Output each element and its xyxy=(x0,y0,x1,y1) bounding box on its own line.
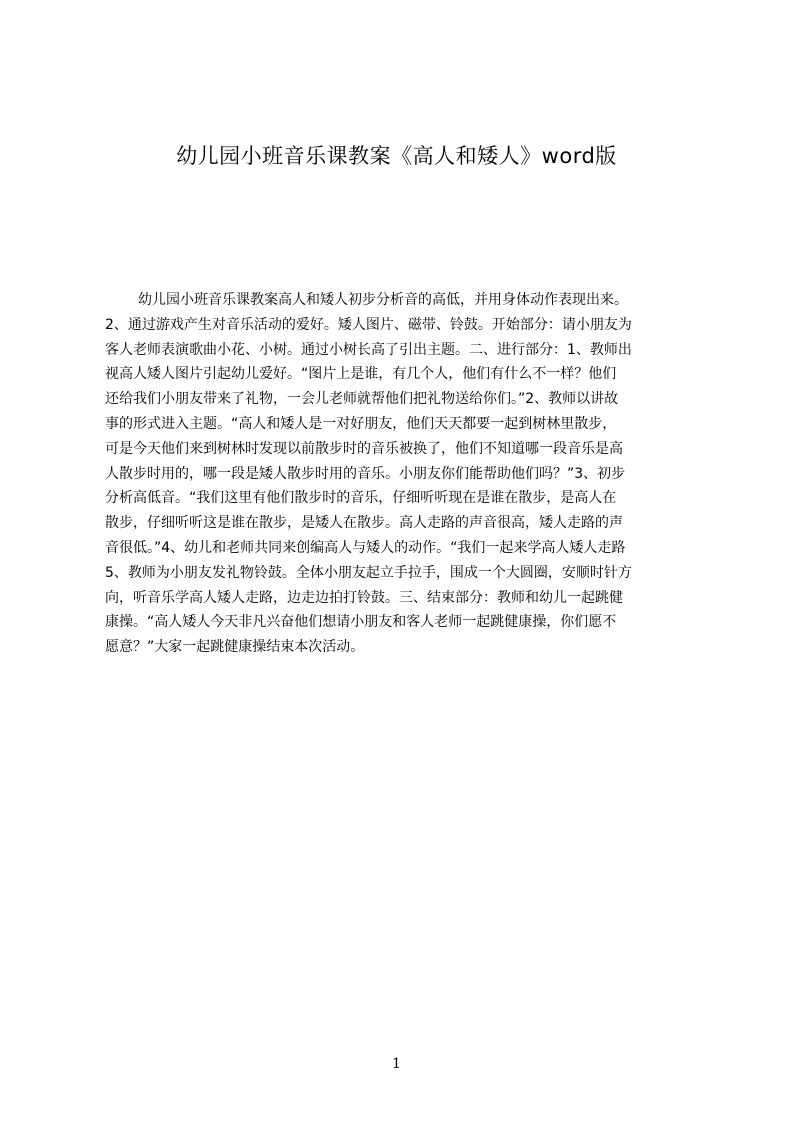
body-line: 可是今天他们来到树林时发现以前散步时的音乐被换了，他们不知道哪一段音乐是高 xyxy=(105,440,623,457)
document-title: 幼儿园小班音乐课教案《高人和矮人》word版 xyxy=(176,144,617,168)
body-line: 分析高低音。“我们这里有他们散步时的音乐，仔细听听现在是谁在散步，是高人在 xyxy=(105,490,617,507)
body-line: 康操。“高人矮人今天非凡兴奋他们想请小朋友和客人老师一起跳健康操，你们愿不 xyxy=(105,614,617,631)
body-line: 幼儿园小班音乐课教案高人和矮人初步分析音的高低，并用身体动作表现出来。 xyxy=(138,292,628,308)
body-line: 散步，仔细听听这是谁在散步，是矮人在散步。高人走路的声音很高，矮人走路的声 xyxy=(105,515,623,532)
body-line: 向，听音乐学高人矮人走路，边走边拍打铃鼓。三、结束部分：教师和幼儿一起跳健 xyxy=(105,589,623,606)
body-line: 视高人矮人图片引起幼儿爱好。“图片上是谁，有几个人，他们有什么不一样？他们 xyxy=(105,366,617,383)
page-number: 1 xyxy=(392,1056,401,1072)
body-line: 音很低。”4、幼儿和老师共同来创编高人与矮人的动作。“我们一起来学高人矮人走路 xyxy=(105,539,626,556)
body-line: 人散步时用的，哪一段是矮人散步时用的音乐。小朋友你们能帮助他们吗？”3、初步 xyxy=(105,465,626,482)
body-line: 事的形式进入主题。“高人和矮人是一对好朋友，他们天天都要一起到树林里散步， xyxy=(105,415,617,432)
body-line: 客人老师表演歌曲小花、小树。通过小树长高了引出主题。二、进行部分：1、教师出 xyxy=(105,341,632,358)
body-line: 愿意？”大家一起跳健康操结束本次活动。 xyxy=(105,639,365,656)
body-line: 还给我们小朋友带来了礼物，一会儿老师就帮他们把礼物送给你们。”2、教师以讲故 xyxy=(105,391,619,408)
body-line: 5、教师为小朋友发礼物铃鼓。全体小朋友起立手拉手，围成一个大圆圈，安顺时针方 xyxy=(105,564,632,581)
body-paragraph xyxy=(105,288,698,660)
body-line: 2、通过游戏产生对音乐活动的爱好。矮人图片、磁带、铃鼓。开始部分：请小朋友为 xyxy=(105,316,632,333)
